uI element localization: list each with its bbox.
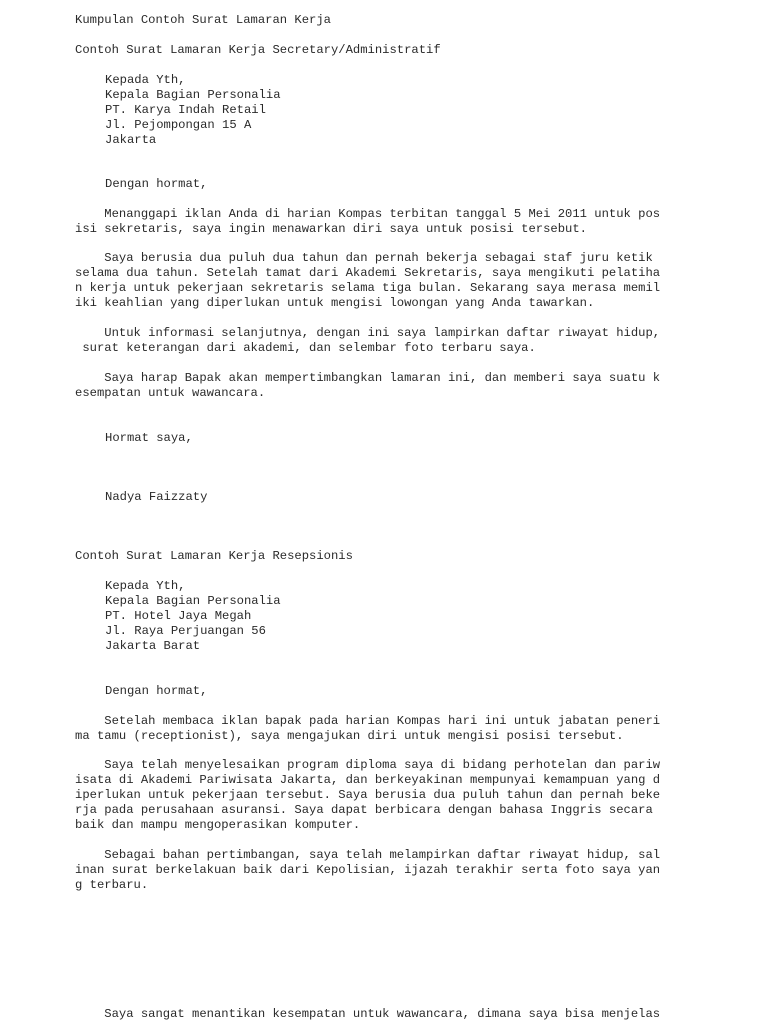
letter2-address-line: PT. Hotel Jaya Megah [105,609,252,623]
letter1-para4-line: esempatan untuk wawancara. [75,386,266,400]
letter2-para2-line: Saya telah menyelesaikan program diploma saya di bidang perhotelan dan pariw [75,758,661,772]
letter1-para3-line: Untuk informasi selanjutnya, dengan ini saya lampirkan daftar riwayat hidup, [75,326,661,340]
letter2-heading: Contoh Surat Lamaran Kerja Resepsionis [75,549,353,563]
letter1-para2-line: iki keahlian yang diperlukan untuk mengisi lowongan yang Anda tawarkan. [75,296,595,310]
letter2-address-line: Jl. Raya Perjuangan 56 [105,624,266,638]
letter2-address-line: Kepala Bagian Personalia [105,594,281,608]
letter1-signature: Nadya Faizzaty [105,490,208,504]
letter1-para2-line: Saya berusia dua puluh dua tahun dan pernah bekerja sebagai staf juru ketik [75,251,653,265]
letter1-address-line: Kepada Yth, [105,73,186,87]
letter1-address-line: Kepala Bagian Personalia [105,88,281,102]
letter2-para3-line: g terbaru. [75,878,149,892]
letter2-para2-line: isata di Akademi Pariwisata Jakarta, dan berkeyakinan mempunyai kemampuan yang d [75,773,661,787]
letter1-address-line: PT. Karya Indah Retail [105,103,266,117]
letter2-para2-line: baik dan mampu mengoperasikan komputer. [75,818,361,832]
letter1-para4-line: Saya harap Bapak akan mempertimbangkan lamaran ini, dan memberi saya suatu k [75,371,661,385]
letter1-address-line: Jakarta [105,133,157,147]
letter1-address-line: Jl. Pejompongan 15 A [105,118,252,132]
letter2-para3-line: inan surat berkelakuan baik dari Kepolisian, ijazah terakhir serta foto saya yan [75,863,661,877]
letter1-para3-line: surat keterangan dari akademi, dan selembar foto terbaru saya. [75,341,536,355]
letter1-para1-line: Menanggapi iklan Anda di harian Kompas terbitan tanggal 5 Mei 2011 untuk pos [75,207,661,221]
letter2-address-line: Jakarta Barat [105,639,201,653]
letter1-para2-line: selama dua tahun. Setelah tamat dari Akademi Sekretaris, saya mengikuti pelatiha [75,266,661,280]
letter2-para2-line: iperlukan untuk pekerjaan tersebut. Saya berusia dua puluh tahun dan pernah beke [75,788,661,802]
letter2-salutation: Dengan hormat, [105,684,208,698]
document-title: Kumpulan Contoh Surat Lamaran Kerja [75,13,331,27]
letter2-address-line: Kepada Yth, [105,579,186,593]
letter1-para2-line: n kerja untuk pekerjaan sekretaris selama tiga bulan. Sekarang saya merasa memil [75,281,661,295]
letter2-para3-line: Sebagai bahan pertimbangan, saya telah melampirkan daftar riwayat hidup, sal [75,848,661,862]
letter1-heading: Contoh Surat Lamaran Kerja Secretary/Administratif [75,43,441,57]
letter2-para1-line: Setelah membaca iklan bapak pada harian Kompas hari ini untuk jabatan peneri [75,714,661,728]
letter2-para1-line: ma tamu (receptionist), saya mengajukan diri untuk mengisi posisi tersebut. [75,729,624,743]
letter1-salutation: Dengan hormat, [105,177,208,191]
letter2-para2-line: rja pada perusahaan asuransi. Saya dapat berbicara dengan bahasa Inggris secara [75,803,653,817]
letter2-para4-line: Saya sangat menantikan kesempatan untuk wawancara, dimana saya bisa menjelas [75,1007,661,1021]
letter1-para1-line: isi sekretaris, saya ingin menawarkan diri saya untuk posisi tersebut. [75,222,587,236]
letter1-closing: Hormat saya, [105,431,193,445]
